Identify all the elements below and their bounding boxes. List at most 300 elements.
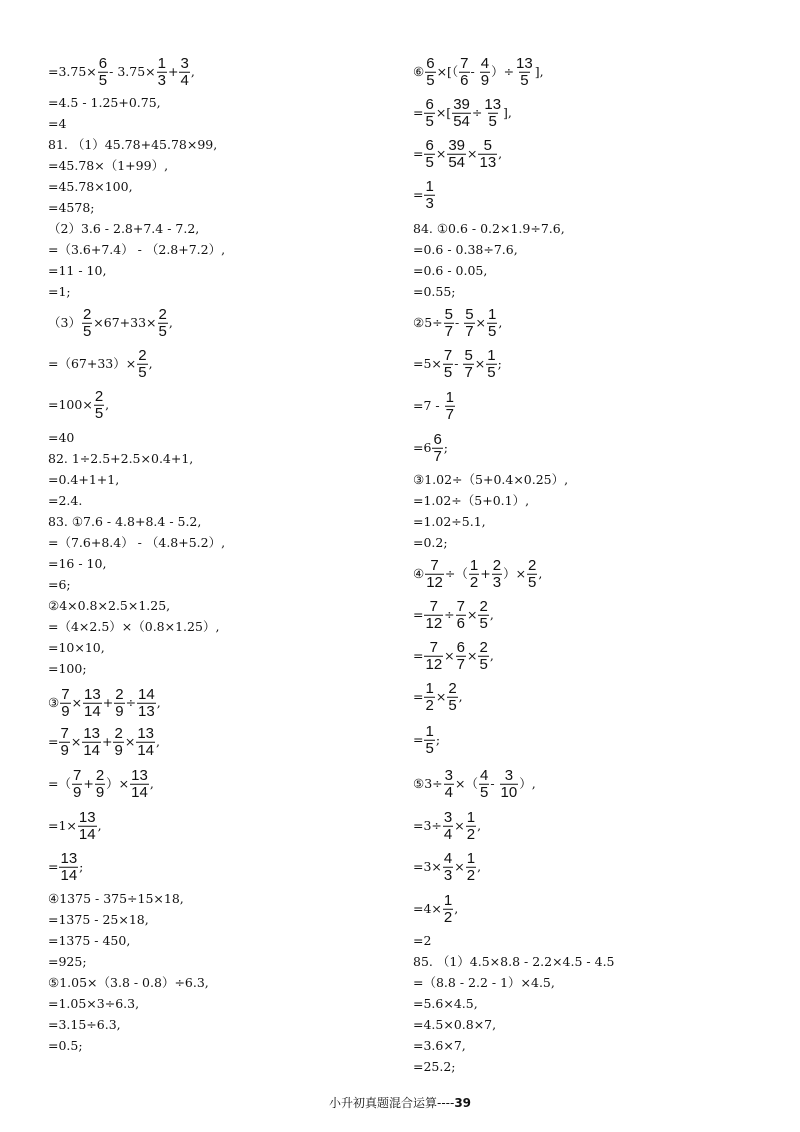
math-text: ×（	[454, 775, 478, 791]
fraction	[478, 640, 488, 673]
math-line	[413, 1058, 456, 1074]
math-line	[413, 179, 436, 212]
math-text: ×[	[435, 104, 452, 120]
numerator: 3	[180, 54, 189, 72]
numerator: 39	[453, 95, 470, 113]
math-line	[413, 138, 502, 171]
math-text: =11 - 10,	[48, 262, 107, 278]
denominator: 2	[466, 866, 476, 884]
math-text: =16 - 10,	[48, 555, 107, 571]
numerator: 2	[115, 685, 124, 703]
math-line	[48, 283, 71, 299]
denominator: 12	[425, 614, 443, 632]
math-text: ）×	[503, 565, 527, 581]
fraction	[59, 726, 69, 759]
denominator: 14	[60, 866, 78, 884]
denominator: 7	[445, 405, 454, 423]
numerator: 7	[443, 346, 453, 364]
math-text: =	[48, 858, 59, 874]
numerator: 2	[95, 766, 105, 784]
math-line	[48, 555, 107, 571]
math-text: ⑤1.05×（3.8 - 0.8）÷6.3,	[48, 974, 209, 990]
math-line	[48, 974, 209, 990]
numerator: 4	[443, 849, 453, 867]
math-line	[413, 307, 502, 340]
denominator: 3	[157, 71, 166, 89]
math-text: ,	[148, 355, 153, 371]
math-text: =3÷	[413, 817, 442, 833]
math-text: ×	[454, 817, 465, 833]
math-line	[48, 851, 83, 884]
math-line	[48, 450, 194, 466]
fraction	[456, 599, 466, 632]
fraction	[443, 893, 453, 926]
fraction	[459, 56, 469, 89]
fraction	[424, 681, 434, 714]
math-text: =6	[413, 439, 432, 455]
numerator: 4	[480, 54, 490, 72]
fraction	[130, 768, 149, 801]
math-text: =	[413, 688, 424, 704]
math-line	[413, 348, 502, 381]
numerator: 3	[443, 808, 453, 826]
math-text: -	[470, 63, 479, 79]
math-text: =	[48, 733, 59, 749]
math-text: ,	[156, 733, 160, 749]
fraction	[78, 810, 97, 843]
denominator: 4	[444, 783, 453, 801]
numerator: 5	[464, 346, 473, 364]
math-line	[48, 911, 149, 927]
math-line	[48, 726, 160, 759]
fraction	[98, 56, 108, 89]
denominator: 3	[443, 866, 453, 884]
denominator: 7	[465, 322, 474, 340]
math-line	[48, 768, 154, 801]
math-line	[413, 432, 448, 465]
math-text: ③	[48, 694, 60, 710]
math-text: =40	[48, 429, 75, 445]
math-line	[413, 599, 494, 632]
denominator: 54	[453, 112, 470, 130]
numerator: 7	[430, 556, 439, 574]
math-line	[48, 136, 218, 152]
math-text: ,	[477, 858, 482, 874]
math-text: ×	[454, 858, 465, 874]
math-line	[413, 932, 432, 948]
math-line	[48, 307, 173, 340]
math-text: =1.02÷5.1,	[413, 513, 486, 529]
math-line	[413, 492, 530, 508]
math-text: =45.78×（1+99）,	[48, 157, 169, 173]
math-text: +	[83, 775, 94, 791]
fraction	[424, 97, 434, 130]
math-line	[48, 660, 87, 676]
math-text: ⑥	[413, 63, 425, 79]
numerator: 7	[460, 54, 469, 72]
math-text: ÷	[125, 694, 137, 710]
math-text: 85. （1）4.5×8.8 - 2.2×4.5 - 4.5	[413, 953, 615, 969]
denominator: 14	[131, 783, 148, 801]
math-line	[413, 513, 486, 529]
numerator: 1	[443, 891, 453, 909]
math-text: ②4×0.8×2.5×1.25,	[48, 597, 171, 613]
denominator: 3	[425, 194, 434, 212]
fraction	[479, 768, 489, 801]
fraction	[424, 724, 434, 757]
denominator: 5	[479, 614, 488, 632]
math-text: ,	[538, 565, 543, 581]
denominator: 2	[425, 696, 434, 714]
math-line	[48, 471, 120, 487]
math-text: =3×	[413, 858, 442, 874]
numerator: 1	[157, 54, 166, 72]
numerator: 14	[138, 685, 155, 703]
math-text: =1.02÷（5+0.1）,	[413, 492, 530, 508]
math-text: +	[102, 733, 113, 749]
numerator: 3	[504, 766, 514, 784]
numerator: 7	[72, 766, 82, 784]
denominator: 3	[492, 573, 502, 591]
denominator: 4	[443, 825, 453, 843]
fraction	[157, 56, 167, 89]
numerator: 5	[465, 305, 474, 323]
numerator: 2	[138, 346, 147, 364]
math-text: ,	[149, 775, 154, 791]
math-text: ÷（	[444, 565, 468, 581]
math-line	[413, 953, 615, 969]
math-text: ;	[79, 858, 84, 874]
denominator: 2	[466, 825, 476, 843]
math-text: =7 -	[413, 397, 444, 413]
denominator: 14	[78, 825, 96, 843]
math-text: ⑤3÷	[413, 775, 443, 791]
math-text: +	[167, 63, 179, 79]
denominator: 5	[488, 112, 497, 130]
fraction	[492, 558, 502, 591]
math-line	[413, 810, 481, 843]
math-text: =10×10,	[48, 639, 105, 655]
fraction	[82, 307, 92, 340]
denominator: 9	[61, 702, 70, 720]
numerator: 7	[456, 597, 465, 615]
fraction	[443, 851, 453, 884]
math-text: ④1375 - 375÷15×18,	[48, 890, 184, 906]
math-text: ;	[435, 731, 441, 747]
math-line	[413, 681, 463, 714]
math-line	[48, 389, 109, 422]
fraction	[447, 138, 466, 171]
numerator: 2	[114, 724, 123, 742]
math-text: -	[454, 314, 464, 330]
numerator: 1	[445, 388, 454, 406]
math-text: =1375 - 25×18,	[48, 911, 149, 927]
math-line	[48, 492, 83, 508]
denominator: 5	[487, 363, 496, 381]
fraction	[113, 726, 123, 759]
numerator: 2	[492, 556, 502, 574]
denominator: 9	[115, 702, 124, 720]
math-text: ,	[489, 647, 494, 663]
math-text: ,	[498, 145, 503, 161]
fraction	[158, 307, 168, 340]
math-line	[48, 94, 161, 110]
denominator: 5	[528, 573, 537, 591]
math-text: =	[413, 145, 424, 161]
math-text: =（	[48, 775, 71, 791]
math-text: ）×	[106, 775, 130, 791]
math-text: ,	[498, 314, 503, 330]
math-line	[48, 241, 226, 257]
denominator: 5	[479, 655, 488, 673]
denominator: 5	[488, 322, 497, 340]
denominator: 5	[82, 322, 92, 340]
denominator: 12	[425, 655, 443, 673]
denominator: 9	[114, 741, 123, 759]
denominator: 5	[94, 404, 104, 422]
math-line	[413, 241, 518, 257]
numerator: 13	[516, 54, 533, 72]
math-text: ,	[489, 606, 494, 622]
math-text: =（4×2.5）×（0.8×1.25）,	[48, 618, 220, 634]
math-line	[48, 597, 171, 613]
denominator: 13	[479, 153, 497, 171]
math-line	[413, 974, 555, 990]
math-text: ,	[156, 694, 161, 710]
denominator: 5	[158, 322, 167, 340]
math-text: ;	[497, 355, 502, 371]
denominator: 5	[425, 112, 434, 130]
fraction	[82, 726, 101, 759]
numerator: 1	[425, 722, 434, 740]
math-line	[413, 56, 544, 89]
math-text: =2.4.	[48, 492, 83, 508]
math-text: =	[413, 647, 424, 663]
math-text: ×	[474, 355, 486, 371]
math-text: ×	[71, 694, 83, 710]
numerator: 6	[433, 430, 442, 448]
math-text: ×	[124, 733, 136, 749]
math-line	[413, 534, 448, 550]
denominator: 10	[500, 783, 518, 801]
math-text: =3.75×	[48, 63, 97, 79]
math-line	[48, 115, 67, 131]
math-text: ;	[443, 439, 448, 455]
denominator: 9	[60, 741, 69, 759]
math-text: =	[413, 731, 424, 747]
fraction	[114, 687, 124, 720]
math-line	[48, 157, 169, 173]
fraction	[95, 768, 105, 801]
numerator: 7	[429, 597, 438, 615]
fraction	[424, 179, 434, 212]
denominator: 7	[456, 655, 465, 673]
fraction	[480, 56, 490, 89]
math-text: ,	[97, 817, 102, 833]
fraction	[179, 56, 189, 89]
math-line	[48, 199, 95, 215]
fraction	[137, 687, 156, 720]
math-text: =6;	[48, 576, 71, 592]
denominator: 5	[425, 153, 434, 171]
fraction	[445, 390, 455, 423]
math-text: =0.6 - 0.38÷7.6,	[413, 241, 518, 257]
numerator: 13	[137, 724, 154, 742]
math-line	[48, 618, 220, 634]
fraction	[424, 138, 434, 171]
math-text: ×	[467, 647, 478, 663]
math-line	[413, 471, 569, 487]
fraction	[72, 768, 82, 801]
math-text: =2	[413, 932, 432, 948]
math-text: ）,	[519, 775, 536, 791]
math-line	[48, 953, 87, 969]
math-text: =（3.6+7.4） - （2.8+7.2）,	[48, 241, 226, 257]
math-text: ,	[454, 900, 459, 916]
math-line	[48, 576, 71, 592]
denominator: 9	[72, 783, 82, 801]
math-text: ,	[168, 314, 173, 330]
math-text: ×	[475, 314, 487, 330]
numerator: 2	[448, 679, 457, 697]
numerator: 1	[425, 177, 434, 195]
denominator: 6	[460, 71, 469, 89]
numerator: 6	[425, 95, 434, 113]
math-text: =1×	[48, 817, 77, 833]
math-text: =	[413, 606, 424, 622]
math-text: - 3.75×	[109, 63, 156, 79]
denominator: 7	[433, 447, 442, 465]
math-text: =25.2;	[413, 1058, 456, 1074]
footer-label: 小升初真题混合运算----	[328, 1096, 455, 1110]
fraction	[59, 851, 78, 884]
fraction	[94, 389, 104, 422]
math-line	[413, 97, 512, 130]
numerator: 3	[444, 766, 453, 784]
math-text: =0.5;	[48, 1037, 83, 1053]
math-line	[48, 262, 107, 278]
numerator: 7	[60, 724, 69, 742]
numerator: 13	[131, 766, 148, 784]
math-text: 83. ①7.6 - 4.8+8.4 - 5.2,	[48, 513, 202, 529]
fraction	[137, 348, 147, 381]
denominator: 12	[426, 573, 443, 591]
math-text: =	[413, 186, 424, 202]
math-line	[48, 220, 200, 236]
fraction	[478, 599, 488, 632]
fraction	[466, 810, 476, 843]
denominator: 6	[456, 614, 465, 632]
math-text: ×	[467, 145, 478, 161]
math-line	[48, 178, 133, 194]
denominator: 5	[98, 71, 108, 89]
numerator: 13	[484, 95, 502, 113]
fraction	[443, 810, 453, 843]
math-text: ,	[458, 688, 463, 704]
numerator: 1	[469, 556, 479, 574]
math-line	[413, 724, 440, 757]
math-text: -	[490, 775, 499, 791]
fraction	[136, 726, 155, 759]
page-footer	[0, 1094, 800, 1111]
math-line	[48, 810, 102, 843]
denominator: 5	[138, 363, 147, 381]
page-number: 39	[454, 1096, 472, 1110]
math-line	[48, 429, 75, 445]
fraction	[500, 768, 519, 801]
math-text: =（67+33）×	[48, 355, 137, 371]
numerator: 2	[82, 305, 92, 323]
fraction	[463, 348, 473, 381]
math-text: =	[413, 104, 424, 120]
fraction	[469, 558, 479, 591]
denominator: 5	[425, 739, 434, 757]
denominator: 5	[520, 71, 529, 89]
math-text: ×[（	[436, 63, 459, 79]
denominator: 9	[95, 783, 105, 801]
numerator: 2	[479, 597, 488, 615]
numerator: 39	[448, 136, 465, 154]
math-text: ],	[534, 63, 544, 79]
math-text: ,	[477, 817, 482, 833]
math-text: （3）	[48, 314, 81, 330]
denominator: 14	[83, 741, 100, 759]
numerator: 6	[426, 54, 435, 72]
math-line	[48, 1037, 83, 1053]
math-text: =（7.6+8.4） - （4.8+5.2）,	[48, 534, 226, 550]
math-line	[413, 893, 458, 926]
fraction	[432, 432, 442, 465]
math-text: （2）3.6 - 2.8+7.4 - 7.2,	[48, 220, 200, 236]
denominator: 5	[443, 363, 453, 381]
fraction	[83, 687, 102, 720]
numerator: 6	[425, 136, 434, 154]
math-text: 82. 1÷2.5+2.5×0.4+1,	[48, 450, 194, 466]
math-text: ],	[503, 104, 512, 120]
fraction	[443, 348, 453, 381]
numerator: 13	[78, 808, 96, 826]
denominator: 5	[448, 696, 457, 714]
numerator: 2	[528, 556, 537, 574]
math-text: ÷	[471, 104, 483, 120]
math-line	[413, 640, 494, 673]
numerator: 13	[84, 685, 101, 703]
fraction	[425, 558, 444, 591]
numerator: 6	[456, 638, 465, 656]
fraction	[464, 307, 474, 340]
math-line	[413, 262, 488, 278]
math-text: =0.55;	[413, 283, 456, 299]
fraction	[487, 307, 497, 340]
fraction	[483, 97, 502, 130]
denominator: 9	[480, 71, 490, 89]
numerator: 7	[429, 638, 438, 656]
numerator: 1	[466, 808, 476, 826]
math-text: =3.6×7,	[413, 1037, 466, 1053]
math-line	[413, 283, 456, 299]
math-line	[413, 220, 565, 236]
math-text: =45.78×100,	[48, 178, 133, 194]
math-text: ②5÷	[413, 314, 443, 330]
math-text: ）÷	[491, 63, 515, 79]
denominator: 2	[469, 573, 479, 591]
fraction	[447, 681, 457, 714]
math-line	[413, 768, 536, 801]
numerator: 2	[94, 387, 104, 405]
denominator: 7	[464, 363, 473, 381]
fraction	[456, 640, 466, 673]
numerator: 5	[444, 305, 453, 323]
